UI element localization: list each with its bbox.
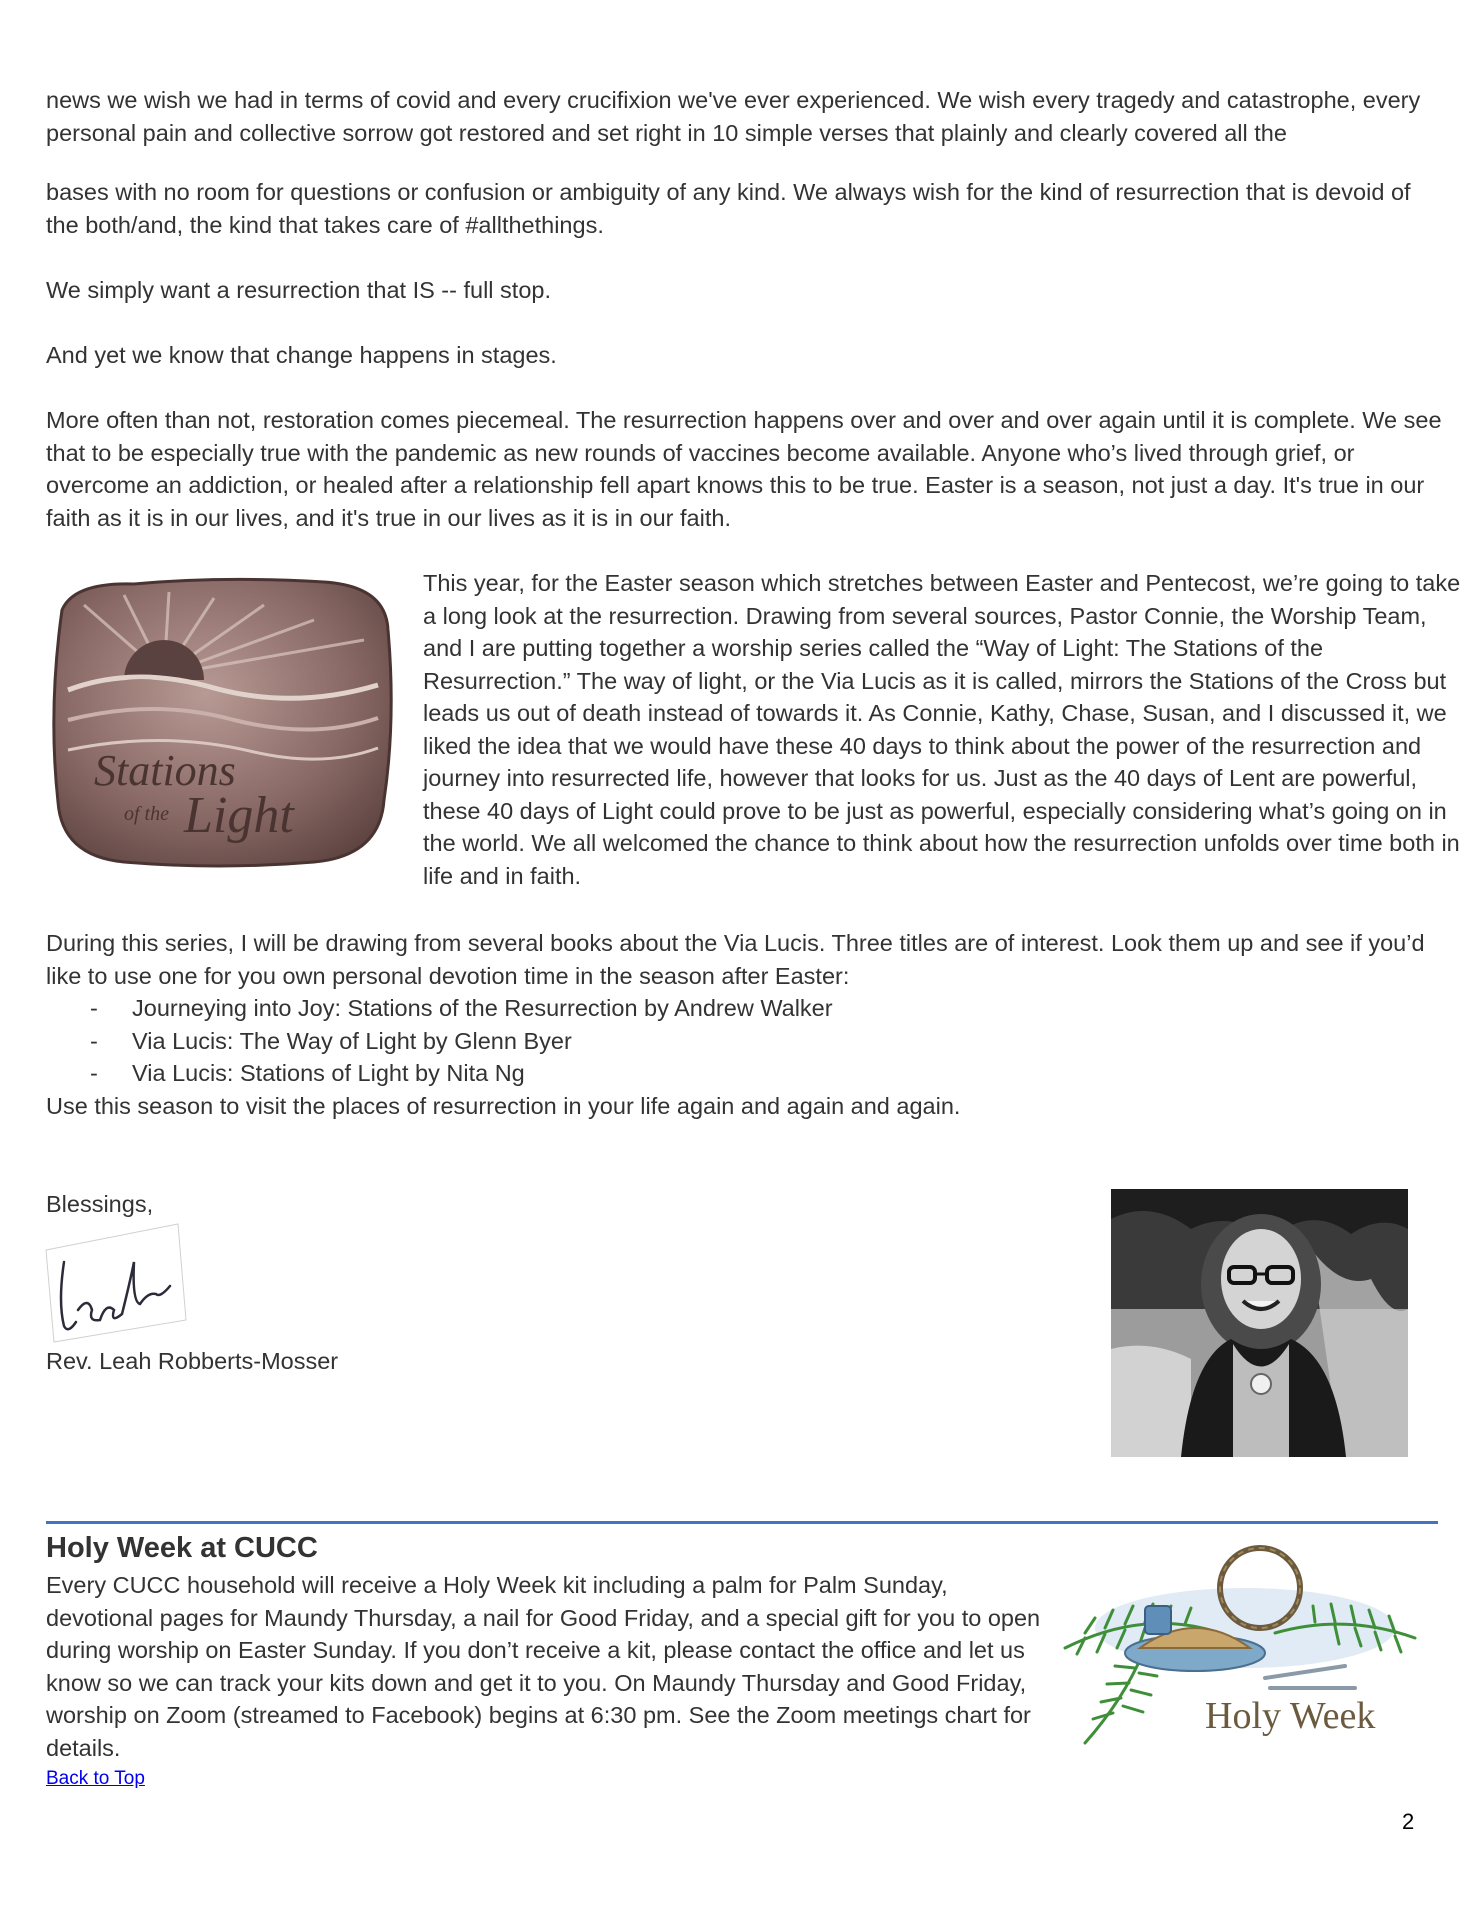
stations-of-the-light-image — [44, 570, 398, 874]
blessings-text: Blessings, — [46, 1191, 154, 1217]
holy-week-image — [1045, 1538, 1429, 1745]
plaque-text-of-the: of the — [124, 803, 169, 825]
section-divider — [46, 1521, 1438, 1524]
holy-week-image-caption: Holy Week — [1205, 1695, 1376, 1737]
letter-paragraph-5: More often than not, restoration comes piecemeal. The resurrection happens over and over and over again until it is complete. We see that to be especially true with the pandemic as new rounds of vaccines become available. Anyone who’s lived through grief, or overcome an addiction, or healed after a relationship fell apart knows this to be true. Easter is a season, not just a day. It's true in our faith as it is in our lives, and it's true in our lives as it is in our faith. — [46, 407, 1442, 531]
easter-season-paragraph: This year, for the Easter season which stretches between Easter and Pentecost, we’re going to take a long look at the resurrection. Drawing from several sources, Pastor Connie, the Worship Team, and I are putting together a worship series called the “Way of Light: The Stations of the Resurrection.” The way of light, or the Via Lucis as it is called, mirrors the Stations of the Cross but leads us out of death instead of towards it. As Connie, Kathy, Chase, Susan, and I discussed it, we liked the idea that we would have these 40 days to think about the power of the resurrection and journey into resurrected life, however that looks for us. Just as the 40 days of Lent are powerful, these 40 days of Light could prove to be just as powerful, especially considering what’s going on in the world. We all welcomed the chance to think about how the resurrection unfolds over time both in life and in faith. — [423, 570, 1461, 889]
signature-image — [44, 1222, 188, 1344]
list-dash: - — [90, 1060, 98, 1086]
back-to-top-link[interactable]: Back to Top — [46, 1768, 145, 1789]
book-title: Via Lucis: Stations of Light by Nita Ng — [132, 1060, 525, 1086]
list-dash: - — [90, 1027, 98, 1054]
list-item — [46, 1057, 1246, 1090]
plaque-text-stations: Stations — [94, 746, 236, 795]
page-number: 2 — [1402, 1809, 1415, 1834]
closing-paragraph: Use this season to visit the places of resurrection in your life again and again and again. — [46, 1093, 961, 1119]
holy-week-heading: Holy Week at CUCC — [46, 1532, 318, 1564]
author-name: Rev. Leah Robberts-Mosser — [46, 1348, 339, 1374]
list-dash: - — [90, 995, 98, 1021]
letter-paragraph-3: We simply want a resurrection that IS -- full stop. — [46, 277, 551, 303]
book-title: Journeying into Joy: Stations of the Resurrection by Andrew Walker — [132, 995, 833, 1021]
letter-paragraph-2: bases with no room for questions or confusion or ambiguity of any kind. We always wish for the kind of resurrection that is devoid of the both/and, the kind that takes care of #allthethings. — [46, 179, 1411, 238]
book-title: Via Lucis: The Way of Light by Glenn Byer — [132, 1027, 572, 1054]
list-item — [46, 1025, 1246, 1058]
author-portrait-image — [1111, 1189, 1408, 1457]
books-intro-paragraph: During this series, I will be drawing from several books about the Via Lucis. Three titles are of interest. Look them up and see if you’d like to use one for you own personal devotion time in the season after Easter: — [46, 930, 1425, 989]
list-item — [46, 992, 1246, 1025]
letter-paragraph-4: And yet we know that change happens in stages. — [46, 342, 557, 368]
book-list — [46, 992, 1246, 1090]
holy-week-paragraph: Every CUCC household will receive a Holy Week kit including a palm for Palm Sunday, devotional pages for Maundy Thursday, a nail for Good Friday, and a special gift for you to open during worship on Easter Sunday. If you don’t receive a kit, please contact the office and let us know so we can track your kits down and get it to you. On Maundy Thursday and Good Friday, worship on Zoom (streamed to Facebook) begins at 6:30 pm. See the Zoom meetings chart for details. — [46, 1572, 1041, 1761]
plaque-text-light: Light — [184, 787, 294, 844]
letter-paragraph-1: news we wish we had in terms of covid and every crucifixion we've ever experienced. We wish every tragedy and catastrophe, every personal pain and collective sorrow got restored and set right in 10 simple verses that plainly and clearly covered all the — [46, 87, 1421, 146]
